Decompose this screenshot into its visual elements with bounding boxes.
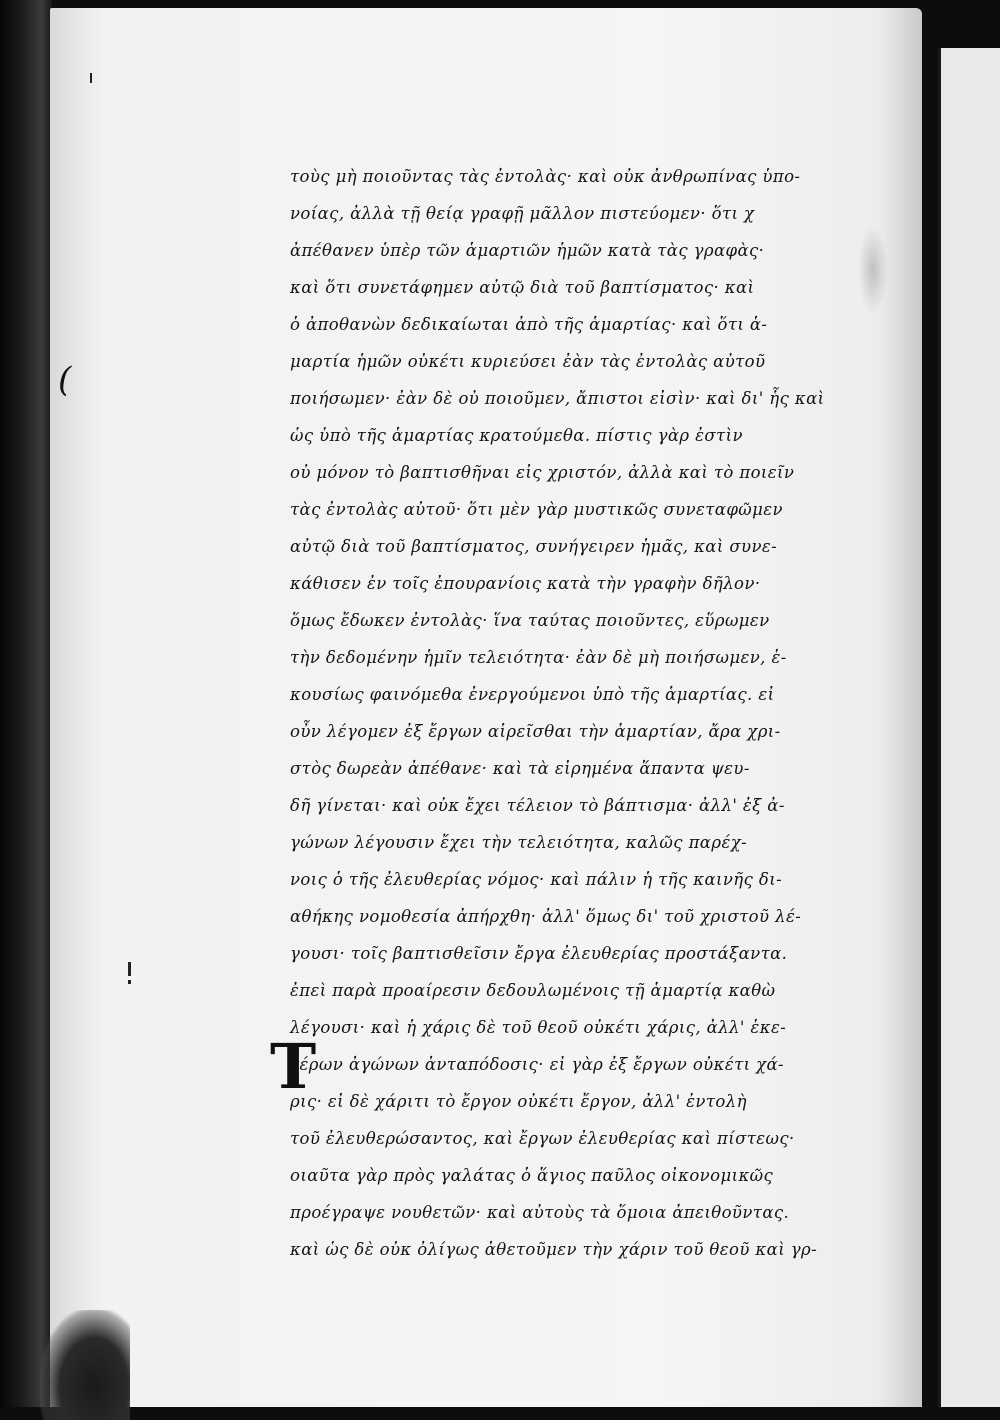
text-line: ἐπεὶ παρὰ προαίρεσιν δεδουλωμένοις τῇ ἁμαρτίᾳ καθὼ <box>290 981 776 1000</box>
text-line: τοῦ ἐλευθερώσαντος, καὶ ἔργων ἐλευθερίας καὶ πίστεως· <box>290 1129 795 1148</box>
margin-mark <box>128 980 131 984</box>
text-line: ἀπέθανεν ὑπὲρ τῶν ἁμαρτιῶν ἡμῶν κατὰ τὰς γραφὰς· <box>290 241 765 260</box>
text-line: μαρτία ἡμῶν οὐκέτι κυριεύσει ἐὰν τὰς ἐντολὰς αὐτοῦ <box>290 352 766 371</box>
text-line: οὐ μόνον τὸ βαπτισθῆναι εἰς χριστόν, ἀλλὰ καὶ τὸ ποιεῖν <box>290 463 795 482</box>
text-line: κάθισεν ἐν τοῖς ἐπουρανίοις κατὰ τὴν γραφὴν δῆλον· <box>290 574 761 593</box>
text-line: τοὺς μὴ ποιοῦντας τὰς ἐντολὰς· καὶ οὐκ ἀνθρωπίνας ὑπο- <box>290 167 801 186</box>
text-line: στὸς δωρεὰν ἀπέθανε· καὶ τὰ εἰρημένα ἅπαντα ψευ- <box>290 759 750 778</box>
text-line: κουσίως φαινόμεθα ἐνεργούμενοι ὑπὸ τῆς ἁμαρτίας. εἰ <box>290 685 775 704</box>
text-line: αὐτῷ διὰ τοῦ βαπτίσματος, συνήγειρεν ἡμᾶς, καὶ συνε- <box>290 537 778 556</box>
text-line: καὶ ὅτι συνετάφημεν αὐτῷ διὰ τοῦ βαπτίσματος· καὶ <box>290 278 755 297</box>
text-line: τὰς ἐντολὰς αὐτοῦ· ὅτι μὲν γὰρ μυστικῶς συνεταφῶμεν <box>290 500 783 519</box>
facing-page-edge <box>938 48 1000 1407</box>
text-line: αθήκης νομοθεσία ἀπήρχθη· ἀλλ' ὅμως δι' τοῦ χριστοῦ λέ- <box>290 907 802 926</box>
text-line: ποιήσωμεν· ἐὰν δὲ οὐ ποιοῦμεν, ἄπιστοι εἰσὶν· καὶ δι' ἧς καὶ <box>290 389 825 408</box>
text-line: οὖν λέγομεν ἐξ ἔργων αἱρεῖσθαι τὴν ἁμαρτίαν, ἄρα χρι- <box>290 722 781 741</box>
text-line: ρις· εἰ δὲ χάριτι τὸ ἔργον οὐκέτι ἔργον, ἀλλ' ἐντολὴ <box>290 1092 747 1111</box>
text-line: προέγραψε νουθετῶν· καὶ αὐτοὺς τὰ ὅμοια ἀπειθοῦντας. <box>290 1203 790 1222</box>
text-line: τὴν δεδομένην ἡμῖν τελειότητα· ἐὰν δὲ μὴ ποιήσωμεν, ἑ- <box>290 648 787 667</box>
text-line: δῆ γίνεται· καὶ οὐκ ἔχει τέλειον τὸ βάπτισμα· ἀλλ' ἐξ ἀ- <box>290 796 785 815</box>
text-line: καὶ ὡς δὲ οὐκ ὀλίγως ἀθετοῦμεν τὴν χάριν τοῦ θεοῦ καὶ γρ- <box>290 1240 818 1259</box>
text-line: γώνων λέγουσιν ἔχει τὴν τελειότητα, καλῶς παρέχ- <box>290 833 748 852</box>
text-line: ὡς ὑπὸ τῆς ἁμαρτίας κρατούμεθα. πίστις γὰρ ἐστὶν <box>290 426 743 445</box>
margin-mark <box>90 73 92 83</box>
text-line: τέρων ἀγώνων ἀνταπόδοσις· εἰ γὰρ ἐξ ἔργων οὐκέτι χά- <box>290 1055 785 1074</box>
text-line: γουσι· τοῖς βαπτισθεῖσιν ἔργα ἐλευθερίας προστάξαντα. <box>290 944 788 963</box>
text-line: ὁ ἀποθανὼν δεδικαίωται ἀπὸ τῆς ἁμαρτίας· καὶ ὅτι ἁ- <box>290 315 768 334</box>
text-line: λέγουσι· καὶ ἡ χάρις δὲ τοῦ θεοῦ οὐκέτι χάρις, ἀλλ' ἑκε- <box>290 1018 787 1037</box>
decorated-initial: Τ <box>270 1030 317 1103</box>
thumb-shadow <box>40 1310 130 1420</box>
book-spine <box>0 0 52 1407</box>
text-line: οιαῦτα γὰρ πρὸς γαλάτας ὁ ἅγιος παῦλος οἰκονομικῶς <box>290 1166 774 1185</box>
facing-page-mark: ( <box>58 360 72 400</box>
text-line: νοίας, ἀλλὰ τῇ θείᾳ γραφῇ μᾶλλον πιστεύομεν· ὅτι χ <box>290 204 755 223</box>
text-line: ὅμως ἔδωκεν ἐντολὰς· ἵνα ταύτας ποιοῦντες, εὕρωμεν <box>290 611 770 630</box>
text-line: νοις ὁ τῆς ἐλευθερίας νόμος· καὶ πάλιν ἡ τῆς καινῆς δι- <box>290 870 783 889</box>
margin-mark <box>128 962 131 976</box>
manuscript-text <box>290 158 890 1268</box>
